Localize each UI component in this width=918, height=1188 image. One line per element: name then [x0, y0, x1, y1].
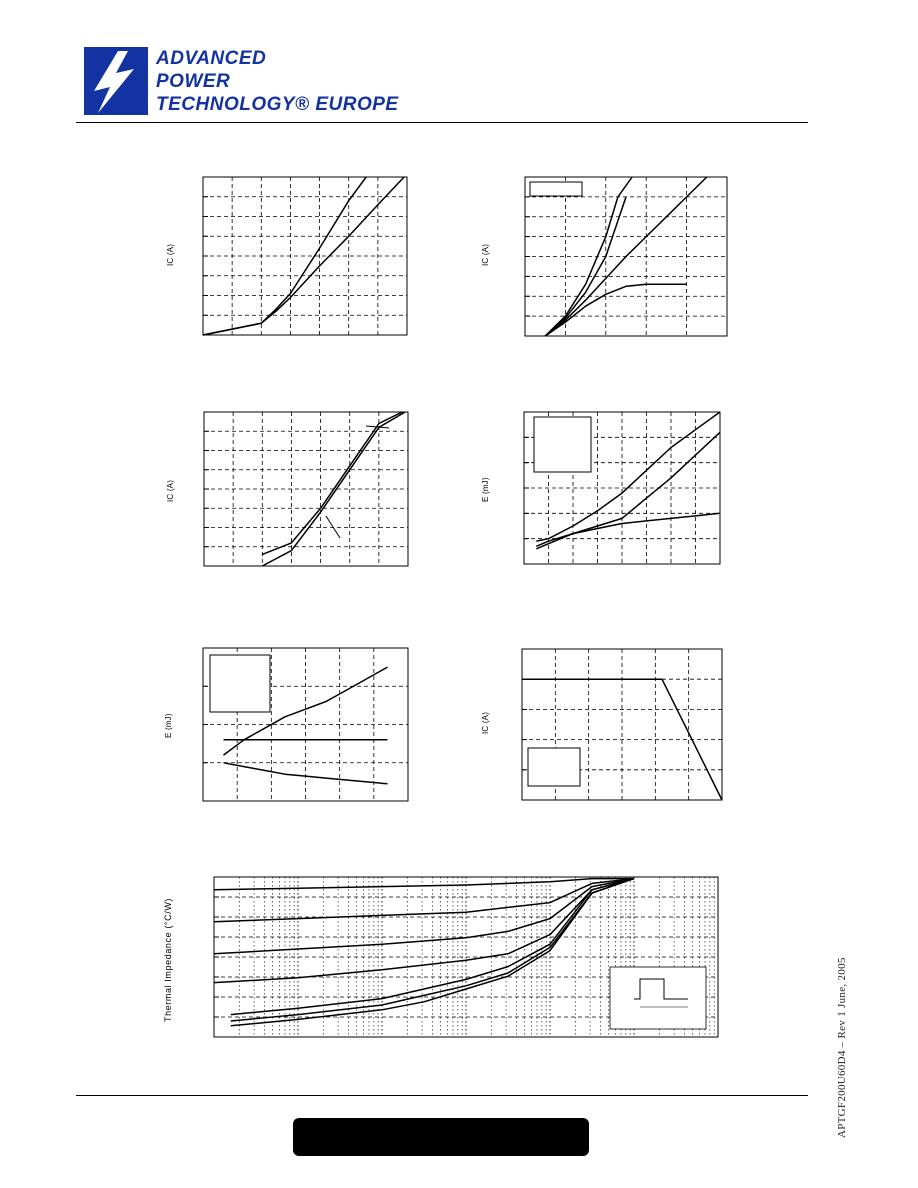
chart-2: [525, 177, 727, 336]
logo-text-line-1: ADVANCED: [156, 48, 267, 69]
chart-5: [203, 648, 408, 801]
c5-legend-box: [210, 655, 270, 712]
c6-legend-box: [528, 748, 580, 786]
chart-5-ylabel: E (mJ): [164, 713, 173, 738]
chart-3: [204, 412, 408, 566]
chart-4: [524, 412, 720, 564]
chart-1: [203, 177, 407, 335]
chart-7: [214, 877, 718, 1037]
c2-legend-box: [530, 182, 582, 196]
c4-legend-box: [534, 417, 591, 472]
document-revision-text: APTGF200U60D4 – Rev 1 June, 2005: [836, 957, 848, 1138]
company-logo-icon: [84, 47, 148, 115]
logo-text-line-3: TECHNOLOGY® EUROPE: [156, 94, 399, 115]
footer-bar: [293, 1118, 589, 1156]
chart-6: [522, 649, 722, 800]
logo-text-line-2: POWER: [156, 71, 231, 92]
chart-2-ylabel: IC (A): [481, 243, 490, 266]
chart-7-ylabel: Thermal Impedance (°C/W): [163, 897, 173, 1022]
chart-3-ylabel: IC (A): [166, 479, 175, 502]
footer-divider: [76, 1095, 808, 1096]
c7-note-box: [610, 967, 706, 1029]
chart-4-ylabel: E (mJ): [481, 477, 490, 502]
chart-6-ylabel: IC (A): [481, 711, 490, 734]
chart-1-ylabel: IC (A): [166, 243, 175, 266]
header-divider: [76, 122, 808, 123]
